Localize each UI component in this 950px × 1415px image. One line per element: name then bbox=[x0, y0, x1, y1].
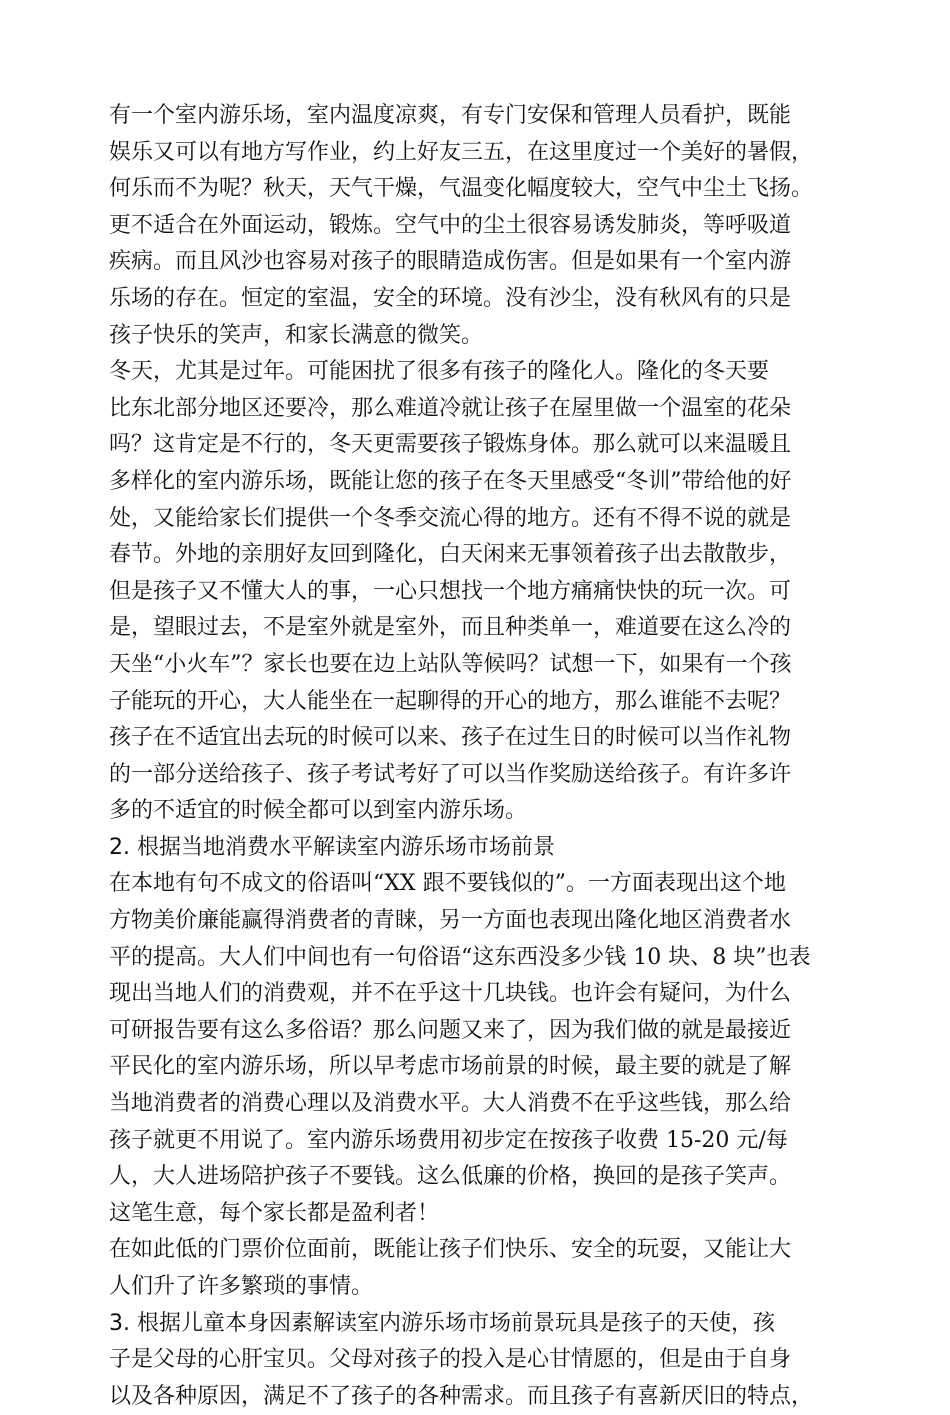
text-line: 人，大人进场陪护孩子不要钱。这么低廉的价格，换回的是孩子笑声。 bbox=[109, 1164, 792, 1190]
text-line: 当地消费者的消费心理以及消费水平。大人消费不在乎这些钱，那么给 bbox=[109, 1091, 792, 1117]
text-line: 更不适合在外面运动，锻炼。空气中的尘土很容易诱发肺炎，等呼吸道 bbox=[109, 212, 792, 238]
text-line: 多样化的室内游乐场，既能让您的孩子在冬天里感受“冬训”带给他的好 bbox=[109, 468, 792, 494]
text-line: 子能玩的开心，大人能坐在一起聊得的开心的地方，那么谁能不去呢？ bbox=[109, 688, 792, 714]
text-line: 疾病。而且风沙也容易对孩子的眼睛造成伤害。但是如果有一个室内游 bbox=[109, 249, 792, 275]
text-line: 这笔生意，每个家长都是盈利者！ bbox=[109, 1200, 440, 1226]
text-line: 娱乐又可以有地方写作业，约上好友三五，在这里度过一个美好的暑假， bbox=[109, 139, 814, 165]
text-line: 天坐“小火车”？家长也要在边上站队等候吗？试想一下，如果有一个孩 bbox=[109, 651, 792, 677]
text-line: 春节。外地的亲朋好友回到隆化，白天闲来无事领着孩子出去散散步， bbox=[109, 542, 792, 568]
text-line: 现出当地人们的消费观，并不在乎这十几块钱。也许会有疑问，为什么 bbox=[109, 981, 792, 1007]
text-line: 可研报告要有这么多俗语？那么问题又来了，因为我们做的就是最接近 bbox=[109, 1017, 792, 1043]
text-line: 在本地有句不成文的俗语叫“XX 跟不要钱似的”。一方面表现出这个地 bbox=[109, 871, 786, 897]
text-line: 的一部分送给孩子、孩子考试考好了可以当作奖励送给孩子。有许多许 bbox=[109, 761, 792, 787]
text-line: 冬天，尤其是过年。可能困扰了很多有孩子的隆化人。隆化的冬天要 bbox=[109, 359, 770, 385]
text-line: 孩子在不适宜出去玩的时候可以来、孩子在过生日的时候可以当作礼物 bbox=[109, 725, 792, 751]
text-line: 乐场的存在。恒定的室温，安全的环境。没有沙尘，没有秋风有的只是 bbox=[109, 285, 792, 311]
text-line: 孩子就更不用说了。室内游乐场费用初步定在按孩子收费 15-20 元/每 bbox=[109, 1127, 788, 1153]
document-page bbox=[109, 98, 854, 1415]
section-heading-3: 3. 根据儿童本身因素解读室内游乐场市场前景玩具是孩子的天使，孩 bbox=[109, 1310, 775, 1336]
text-line: 吗？这肯定是不行的，冬天更需要孩子锻炼身体。那么就可以来温暖且 bbox=[109, 432, 792, 458]
text-line: 比东北部分地区还要冷，那么难道冷就让孩子在屋里做一个温室的花朵 bbox=[109, 395, 792, 421]
text-line: 在如此低的门票价位面前，既能让孩子们快乐、安全的玩耍，又能让大 bbox=[109, 1237, 792, 1263]
text-line: 多的不适宜的时候全都可以到室内游乐场。 bbox=[109, 798, 528, 824]
text-line: 有一个室内游乐场，室内温度凉爽，有专门安保和管理人员看护，既能 bbox=[109, 103, 792, 128]
section-heading-2: 2. 根据当地消费水平解读室内游乐场市场前景 bbox=[109, 834, 555, 860]
text-line: 以及各种原因，满足不了孩子的各种需求。而且孩子有喜新厌旧的特点， bbox=[109, 1383, 814, 1409]
text-line: 平民化的室内游乐场，所以早考虑市场前景的时候，最主要的就是了解 bbox=[109, 1054, 792, 1080]
text-line: 子是父母的心肝宝贝。父母对孩子的投入是心甘情愿的，但是由于自身 bbox=[109, 1347, 792, 1373]
text-line: 是，望眼过去，不是室外就是室外，而且种类单一，难道要在这么冷的 bbox=[109, 615, 792, 641]
text-line: 平的提高。大人们中间也有一句俗语“这东西没多少钱 10 块、8 块”也表 bbox=[109, 944, 811, 970]
text-line: 方物美价廉能赢得消费者的青睐，另一方面也表现出隆化地区消费者水 bbox=[109, 908, 792, 934]
text-line: 孩子快乐的笑声，和家长满意的微笑。 bbox=[109, 322, 484, 348]
text-line: 处，又能给家长们提供一个冬季交流心得的地方。还有不得不说的就是 bbox=[109, 505, 792, 531]
text-line: 但是孩子又不懂大人的事，一心只想找一个地方痛痛快快的玩一次。可 bbox=[109, 578, 792, 604]
text-line: 何乐而不为呢？秋天，天气干燥，气温变化幅度较大，空气中尘土飞扬。 bbox=[109, 176, 814, 202]
text-line: 人们升了许多繁琐的事情。 bbox=[109, 1274, 374, 1299]
